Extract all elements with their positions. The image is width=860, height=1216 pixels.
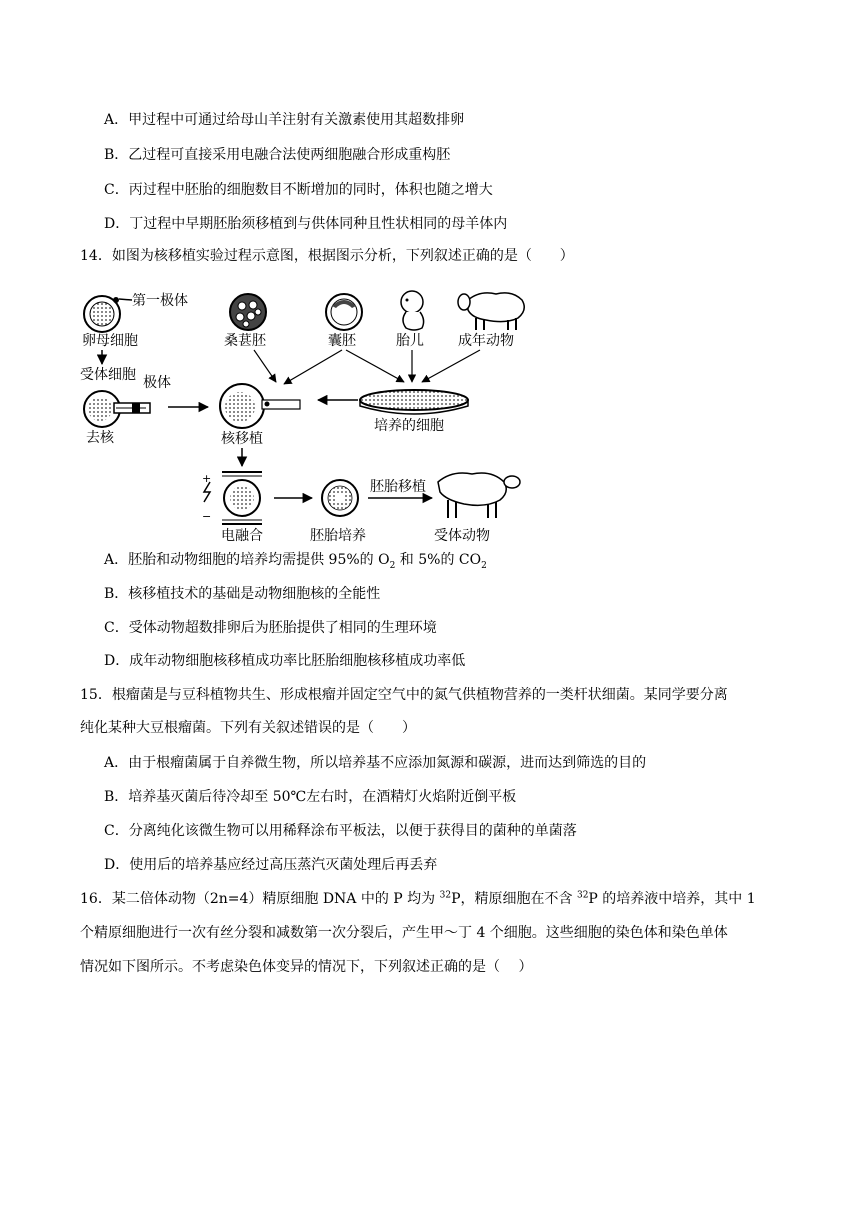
q15-option-c: C．分离纯化该微生物可以用稀释涂布平板法，以便于获得目的菌种的单菌落 <box>104 823 577 839</box>
label-electrofusion: 电融合 <box>221 528 263 544</box>
label-cultured-cells: 培养的细胞 <box>374 418 444 434</box>
q13-option-d: D．丁过程中早期胚胎须移植到与供体同种且性状相同的母羊体内 <box>104 216 508 232</box>
oocyte-icon <box>84 296 132 332</box>
svg-text:+: + <box>202 472 212 485</box>
blastocyst-icon <box>326 294 362 330</box>
q15-stem-line1: 15．根瘤菌是与豆科植物共生、形成根瘤并固定空气中的氮气供植物营养的一类杆状细菌。某同学要分离 <box>80 687 728 703</box>
q14-option-b: B．核移植技术的基础是动物细胞核的全能性 <box>104 586 381 602</box>
label-embryo-transfer: 胚胎移植 <box>370 479 426 495</box>
enucleation-icon <box>84 391 150 427</box>
recipient-sheep-icon <box>438 473 520 518</box>
q16-stem-line3: 情况如下图所示。不考虑染色体变异的情况下，下列叙述正确的是（ ） <box>80 959 533 975</box>
label-recipient-cell: 受体细胞 <box>80 367 136 383</box>
embryo-culture-icon <box>322 480 358 516</box>
culture-dish-icon <box>360 390 468 414</box>
q13-option-b: B．乙过程可直接采用电融合法使两细胞融合形成重构胚 <box>104 147 451 163</box>
label-enucleation: 去核 <box>86 430 114 446</box>
q16-stem-line2: 个精原细胞进行一次有丝分裂和减数第一次分裂后，产生甲～丁 4 个细胞。这些细胞的染色体和染色单体 <box>80 925 728 941</box>
label-recipient-animal: 受体动物 <box>434 528 490 544</box>
morula-icon <box>230 294 266 330</box>
q15-stem-line2: 纯化某种大豆根瘤菌。下列有关叙述错误的是（ ） <box>80 720 416 736</box>
q14-option-a: A．胚胎和动物细胞的培养均需提供 95%的 $O_2$ 和 5%的 $CO_2$ <box>104 552 487 571</box>
label-nuclear-transfer: 核移植 <box>221 431 263 447</box>
label-first-polar-body: 第一极体 <box>132 293 188 309</box>
nuclear-transfer-diagram <box>76 286 536 544</box>
q13-option-a: A．甲过程中可通过给母山羊注射有关激素使用其超数排卵 <box>104 112 465 128</box>
label-embryo-culture: 胚胎培养 <box>310 528 366 544</box>
electrofusion-icon <box>202 472 262 524</box>
q15-option-d: D．使用后的培养基应经过高压蒸汽灭菌处理后再丢弃 <box>104 857 438 873</box>
q14-option-d: D．成年动物细胞核移植成功率比胚胎细胞核移植成功率低 <box>104 653 466 669</box>
label-polar-body: 极体 <box>143 375 171 391</box>
adult-sheep-icon <box>458 293 524 330</box>
label-oocyte: 卵母细胞 <box>82 333 138 349</box>
svg-text:−: − <box>202 510 212 523</box>
q16-stem-line1: 16．某二倍体动物（2n=4）精原细胞 DNA 中的 P 均为 $^{32}$P，精原细胞在不含 $^{32}$P 的培养液中培养，其中 1 <box>80 890 756 907</box>
label-morula: 桑葚胚 <box>224 333 266 349</box>
q15-option-b: B．培养基灭菌后待冷却至 50℃左右时，在酒精灯火焰附近倒平板 <box>104 789 517 805</box>
q14-option-c: C．受体动物超数排卵后为胚胎提供了相同的生理环境 <box>104 620 437 636</box>
label-blastocyst: 囊胚 <box>328 333 356 349</box>
q15-option-a: A．由于根瘤菌属于自养微生物，所以培养基不应添加氮源和碳源，进而达到筛选的目的 <box>104 755 647 771</box>
q13-option-c: C．丙过程中胚胎的细胞数目不断增加的同时，体积也随之增大 <box>104 182 493 198</box>
q14-stem: 14．如图为核移植实验过程示意图，根据图示分析，下列叙述正确的是（ ） <box>80 248 574 264</box>
label-fetus: 胎儿 <box>396 333 424 349</box>
label-adult-animal: 成年动物 <box>458 333 514 349</box>
fetus-icon <box>401 291 424 330</box>
nuclear-transfer-icon <box>220 384 300 428</box>
